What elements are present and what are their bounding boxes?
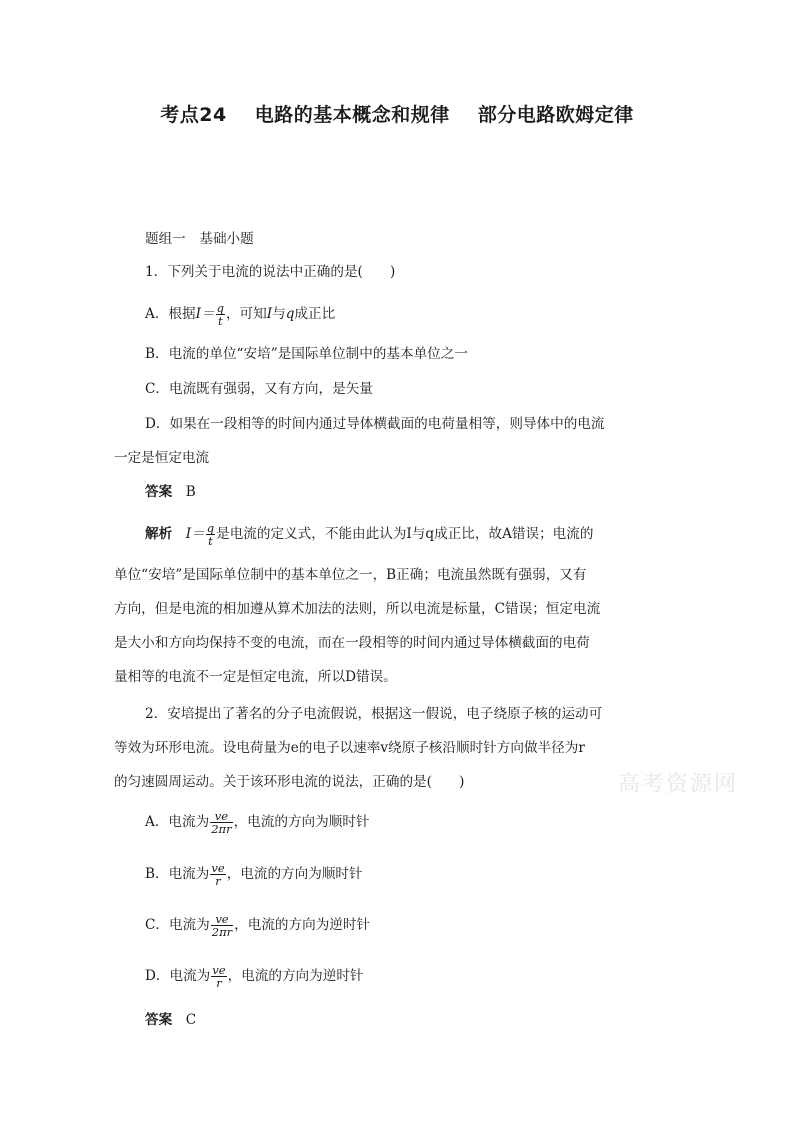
title-sub: 部分电路欧姆定律 [477, 104, 634, 126]
q2-stem-line-3: 的匀速圆周运动。关于该环形电流的说法，正确的是( ) [114, 774, 465, 790]
q2-stem-line-1: 2．安培提出了著名的分子电流假说，根据这一假说，电子绕原子核的运动可 [145, 706, 603, 722]
q1-analysis-line-2: 单位“安培”是国际单位制中的基本单位之一，B正确；电流虽然既有强弱，又有 [114, 567, 587, 583]
analysis-label: 解析 [145, 526, 173, 542]
group-heading: 题组一 基础小题 [145, 231, 254, 247]
fraction: $\frac{ve}{r}$ [212, 963, 226, 990]
page-title [0, 100, 794, 127]
fraction: $\frac{ve}{2\pi r}$ [211, 809, 232, 836]
q1-analysis-line-1: 解析 I＝ $\frac{q}{t}$ 是电流的定义式，不能由此认为I与q成正比，故A错误；电流的 [145, 521, 594, 548]
title-prefix: 考点24 [160, 104, 227, 126]
title-main: 电路的基本概念和规律 [254, 104, 450, 126]
q1-option-d-cont: 一定是恒定电流 [114, 450, 210, 466]
q2-answer [145, 1011, 196, 1029]
fraction: $\frac{q}{t}$ [216, 301, 224, 328]
q1-option-a: A．根据I＝ $\frac{q}{t}$ ，可知I与q成正比 [145, 301, 336, 328]
q2-option-a: A．电流为 $\frac{ve}{2\pi r}$ ，电流的方向为顺时针 [145, 809, 370, 836]
q2-option-d: D．电流为 $\frac{ve}{r}$ ，电流的方向为逆时针 [145, 963, 364, 990]
q1-option-d: D．如果在一段相等的时间内通过导体横截面的电荷量相等，则导体中的电流 [145, 416, 605, 432]
q2-option-b: B．电流为 $\frac{ve}{r}$ ，电流的方向为顺时针 [145, 861, 363, 888]
q1-option-c: C．电流既有强弱，又有方向，是矢量 [145, 381, 373, 397]
q1-stem: 1．下列关于电流的说法中正确的是( ) [145, 264, 396, 280]
answer-value: C [185, 1012, 197, 1028]
q1-answer [145, 483, 196, 501]
q2-stem-line-2: 等效为环形电流。设电荷量为e的电子以速率v绕原子核沿顺时针方向做半径为r [114, 740, 585, 756]
q1-analysis-line-3: 方向，但是电流的相加遵从算术加法的法则，所以电流是标量，C错误；恒定电流 [114, 601, 601, 617]
answer-label: 答案 [145, 484, 173, 500]
fraction: $\frac{q}{t}$ [206, 521, 215, 548]
answer-label: 答案 [145, 1012, 173, 1028]
fraction: $\frac{ve}{r}$ [211, 861, 225, 888]
q1-option-b: B．电流的单位“安培”是国际单位制中的基本单位之一 [145, 346, 468, 362]
answer-value: B [185, 484, 196, 500]
q1-analysis-line-5: 量相等的电流不一定是恒定电流，所以D错误。 [114, 669, 397, 685]
q2-option-c: C．电流为 $\frac{ve}{2\pi r}$ ，电流的方向为逆时针 [145, 912, 371, 939]
watermark: 高考资源网 [618, 772, 739, 797]
fraction: $\frac{ve}{2\pi r}$ [211, 912, 233, 939]
q1-analysis-line-4: 是大小和方向均保持不变的电流，而在一段相等的时间内通过导体横截面的电荷 [114, 635, 590, 651]
